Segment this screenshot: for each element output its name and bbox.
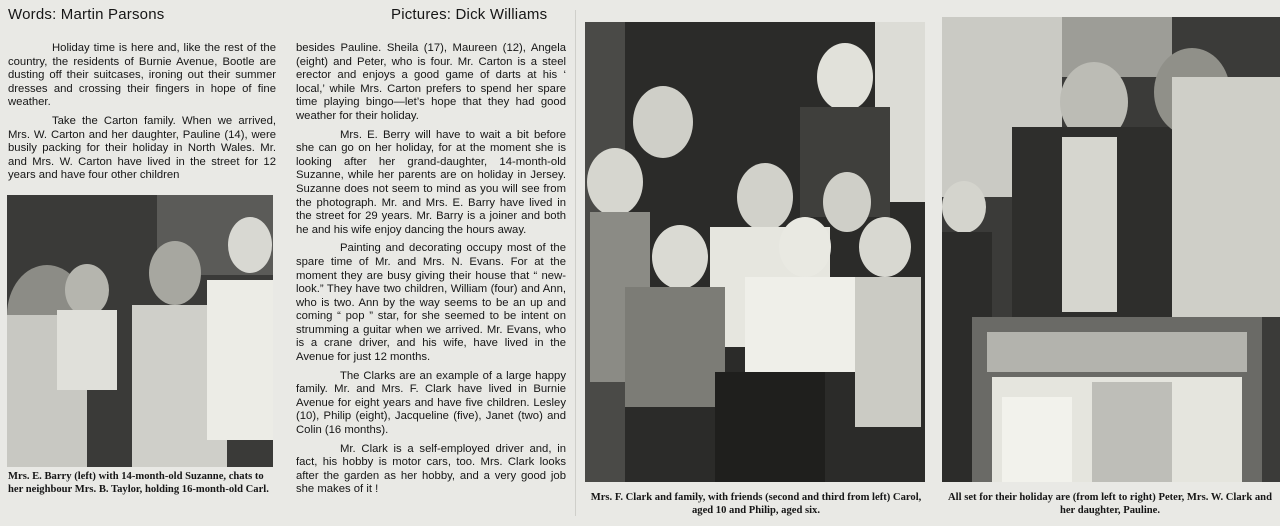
paragraph-carton-cont: besides Pauline. Sheila (17), Maureen (12), Angela (eight) and Peter, who is four. Mr. Carton is a steel erector and enjoys a good game of darts at his ‘ local,’ while Mrs. Carton prefers to spend her spare time playing bingo—let’s hope that they had good weather for their holiday.	[296, 42, 566, 122]
article-column-1	[8, 42, 276, 188]
paragraph-clarks: The Clarks are an example of a large happy family. Mr. and Mrs. F. Clark have lived in Burnie Avenue for eight years and have five children. Lesley (10), Philip (eight), Jacqueline (five), Janet (two) and Colin (16 months).	[296, 369, 566, 437]
caption-middle-photo: Mrs. F. Clark and family, with friends (second and third from left) Carol, aged 10 and Philip, aged six.	[590, 492, 922, 516]
column-divider	[575, 10, 576, 516]
paragraph-carton: Take the Carton family. When we arrived, Mrs. W. Carton and her daughter, Pauline (14), were busily packing for their holiday in North Wales. Mr. and Mrs. W. Carton have lived in the street for 12 years and have four other children	[8, 114, 276, 182]
paragraph-intro: Holiday time is here and, like the rest of the country, the residents of Burnie Avenue, Bootle are dusting off their suitcases, ironing out their summer dresses and crossing their fingers in hope of fine weather.	[8, 42, 276, 109]
paragraph-evans: Painting and decorating occupy most of the spare time of Mr. and Mrs. N. Evans. For at the moment they are busy giving their house that “ new-look.” They have two children, William (four) and Ann, who is two. Ann by the way seems to be an up and coming “ pop ” star, for she seemed to be intent on strumming a guitar when we arrived. Mr. Evans, who is a crane driver, and his wife, have lived in the Avenue for just 12 months.	[296, 242, 566, 364]
article-column-2	[296, 42, 566, 502]
photo-clark-family	[585, 22, 925, 482]
byline-pictures: Pictures: Dick Williams	[391, 6, 548, 23]
byline-words: Words: Martin Parsons	[8, 6, 165, 23]
caption-right-photo: All set for their holiday are (from left to right) Peter, Mrs. W. Clark and her daughter, Pauline.	[948, 492, 1272, 516]
paragraph-berry: Mrs. E. Berry will have to wait a bit before she can go on her holiday, for at the moment she is looking after her grand-daughter, 14-month-old Suzanne, while her parents are on holiday in Jersey. Suzanne does not seem to mind as you will see from the photograph. Mr. and Mrs. E. Barry have lived in the street for 29 years. Mr. Barry is a joiner and both he and his wife enjoy dancing the hours away.	[296, 128, 566, 236]
photo-carton-packing	[942, 17, 1280, 482]
photo-neighbours	[7, 195, 273, 467]
paragraph-clark-hobby: Mr. Clark is a self-employed driver and, in fact, his hobby is motor cars, too. Mrs. Clark looks after the garden as her hobby, and a very good job she makes of it !	[296, 442, 566, 496]
caption-left-photo: Mrs. E. Barry (left) with 14-month-old Suzanne, chats to her neighbour Mrs. B. Taylor, holding 16-month-old Carl.	[8, 471, 269, 495]
